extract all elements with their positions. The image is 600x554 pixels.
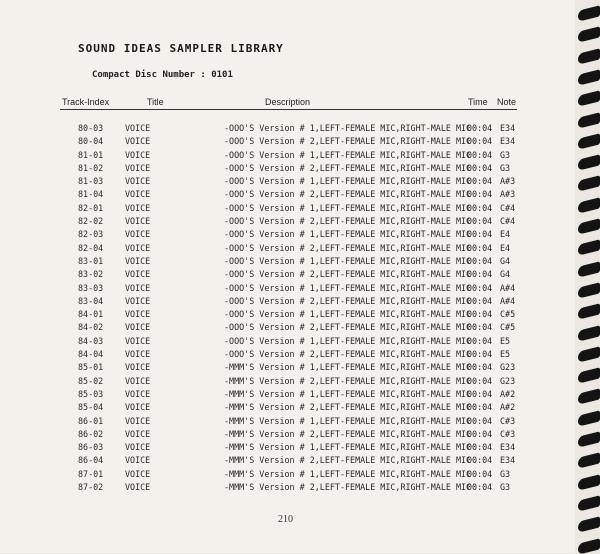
- time-cell: 00:04: [467, 295, 493, 306]
- binding-coil: [578, 218, 600, 234]
- description-cell: -OOO'S Version # 2,LEFT-FEMALE MIC,RIGHT-MALE MIC: [224, 269, 472, 280]
- track-index-cell: 87-02: [78, 482, 104, 493]
- binding-coil: [578, 240, 600, 256]
- note-cell: G4: [500, 255, 511, 266]
- title-cell: VOICE: [125, 202, 151, 213]
- title-cell: VOICE: [125, 362, 151, 373]
- note-cell: G3: [500, 149, 511, 160]
- title-cell: VOICE: [125, 123, 151, 133]
- track-index-cell: 83-02: [78, 269, 104, 280]
- time-cell: 00:04: [467, 402, 493, 413]
- table-row: [0, 388, 575, 401]
- note-cell: E34: [500, 123, 516, 133]
- note-cell: G3: [500, 468, 511, 479]
- track-list: [0, 122, 575, 494]
- track-index-cell: 81-04: [78, 189, 104, 200]
- track-index-cell: 86-04: [78, 455, 104, 466]
- note-cell: E34: [500, 442, 516, 453]
- note-cell: E5: [500, 335, 511, 346]
- binding-coil: [578, 367, 600, 383]
- spiral-binding: [575, 0, 600, 553]
- title-cell: VOICE: [125, 402, 151, 413]
- table-row: [0, 188, 575, 201]
- binding-coil: [578, 90, 600, 106]
- note-cell: C#3: [500, 415, 516, 426]
- time-cell: 00:04: [467, 123, 493, 133]
- disc-number-label: Compact Disc Number : 0101: [92, 70, 233, 80]
- note-cell: A#3: [500, 176, 516, 187]
- title-cell: VOICE: [125, 269, 151, 280]
- note-cell: A#4: [500, 282, 516, 293]
- time-cell: 00:04: [467, 415, 493, 426]
- time-cell: 00:04: [467, 216, 493, 227]
- note-cell: G23: [500, 375, 516, 386]
- binding-coil: [578, 133, 600, 149]
- time-cell: 00:04: [467, 229, 493, 240]
- description-cell: -OOO'S Version # 2,LEFT-FEMALE MIC,RIGHT-MALE MIC: [224, 136, 472, 147]
- column-header-time: Time: [468, 97, 488, 107]
- title-cell: VOICE: [125, 388, 151, 399]
- table-row: [0, 282, 575, 295]
- track-index-cell: 82-04: [78, 242, 104, 253]
- binding-coil: [578, 176, 600, 192]
- table-row: [0, 202, 575, 215]
- note-cell: E4: [500, 229, 511, 240]
- table-row: [0, 122, 575, 135]
- binding-coil: [578, 282, 600, 298]
- track-index-cell: 85-04: [78, 402, 104, 413]
- time-cell: 00:04: [467, 202, 493, 213]
- track-index-cell: 82-01: [78, 202, 104, 213]
- title-cell: VOICE: [125, 242, 151, 253]
- description-cell: -MMM'S Version # 2,LEFT-FEMALE MIC,RIGHT-MALE MIC: [224, 482, 472, 493]
- description-cell: -OOO'S Version # 1,LEFT-FEMALE MIC,RIGHT-MALE MIC: [224, 176, 472, 187]
- title-cell: VOICE: [125, 428, 151, 439]
- description-cell: -OOO'S Version # 1,LEFT-FEMALE MIC,RIGHT-MALE MIC: [224, 335, 472, 346]
- description-cell: -MMM'S Version # 1,LEFT-FEMALE MIC,RIGHT-MALE MIC: [224, 468, 472, 479]
- note-cell: G3: [500, 162, 511, 173]
- title-cell: VOICE: [125, 295, 151, 306]
- description-cell: -MMM'S Version # 2,LEFT-FEMALE MIC,RIGHT-MALE MIC: [224, 428, 472, 439]
- title-cell: VOICE: [125, 322, 151, 333]
- time-cell: 00:04: [467, 242, 493, 253]
- note-cell: A#4: [500, 295, 516, 306]
- table-row: [0, 348, 575, 361]
- table-row: [0, 162, 575, 175]
- track-index-cell: 85-01: [78, 362, 104, 373]
- description-cell: -MMM'S Version # 1,LEFT-FEMALE MIC,RIGHT-MALE MIC: [224, 388, 472, 399]
- track-index-cell: 83-04: [78, 295, 104, 306]
- time-cell: 00:04: [467, 282, 493, 293]
- note-cell: A#3: [500, 189, 516, 200]
- note-cell: E34: [500, 455, 516, 466]
- track-index-cell: 83-03: [78, 282, 104, 293]
- table-row: [0, 175, 575, 188]
- title-cell: VOICE: [125, 482, 151, 493]
- table-row: [0, 255, 575, 268]
- title-cell: VOICE: [125, 335, 151, 346]
- track-index-cell: 87-01: [78, 468, 104, 479]
- note-cell: C#4: [500, 202, 516, 213]
- table-row: [0, 268, 575, 281]
- table-row: [0, 415, 575, 428]
- table-row: [0, 361, 575, 374]
- table-row: [0, 135, 575, 148]
- title-cell: VOICE: [125, 229, 151, 240]
- note-cell: E5: [500, 349, 511, 360]
- note-cell: G3: [500, 482, 511, 493]
- binding-coil: [578, 474, 600, 490]
- binding-coil: [578, 303, 600, 319]
- title-cell: VOICE: [125, 415, 151, 426]
- table-row: [0, 454, 575, 467]
- title-cell: VOICE: [125, 282, 151, 293]
- binding-coil: [578, 325, 600, 341]
- table-row: [0, 215, 575, 228]
- note-cell: C#3: [500, 428, 516, 439]
- description-cell: -OOO'S Version # 2,LEFT-FEMALE MIC,RIGHT-MALE MIC: [224, 295, 472, 306]
- time-cell: 00:04: [467, 162, 493, 173]
- table-row: [0, 228, 575, 241]
- time-cell: 00:04: [467, 442, 493, 453]
- note-cell: E4: [500, 242, 511, 253]
- description-cell: -OOO'S Version # 1,LEFT-FEMALE MIC,RIGHT-MALE MIC: [224, 255, 472, 266]
- track-index-cell: 80-03: [78, 123, 104, 133]
- column-header-note: Note: [497, 97, 517, 107]
- note-cell: G23: [500, 362, 516, 373]
- time-cell: 00:04: [467, 375, 493, 386]
- table-row: [0, 335, 575, 348]
- time-cell: 00:04: [467, 388, 493, 399]
- binding-coil: [578, 5, 600, 21]
- title-cell: VOICE: [125, 136, 151, 147]
- title-cell: VOICE: [125, 442, 151, 453]
- time-cell: 00:04: [467, 455, 493, 466]
- track-index-cell: 84-03: [78, 335, 104, 346]
- time-cell: 00:04: [467, 149, 493, 160]
- binding-coil: [578, 453, 600, 469]
- note-cell: C#5: [500, 322, 516, 333]
- note-cell: A#2: [500, 388, 516, 399]
- description-cell: -MMM'S Version # 2,LEFT-FEMALE MIC,RIGHT-MALE MIC: [224, 375, 472, 386]
- binding-coil: [578, 261, 600, 277]
- description-cell: -OOO'S Version # 2,LEFT-FEMALE MIC,RIGHT-MALE MIC: [224, 162, 472, 173]
- track-index-cell: 83-01: [78, 255, 104, 266]
- table-row: [0, 242, 575, 255]
- binding-coil: [578, 154, 600, 170]
- description-cell: -OOO'S Version # 1,LEFT-FEMALE MIC,RIGHT-MALE MIC: [224, 202, 472, 213]
- time-cell: 00:04: [467, 189, 493, 200]
- track-index-cell: 82-02: [78, 216, 104, 227]
- description-cell: -OOO'S Version # 1,LEFT-FEMALE MIC,RIGHT-MALE MIC: [224, 282, 472, 293]
- title-cell: VOICE: [125, 455, 151, 466]
- binding-coil: [578, 197, 600, 213]
- title-cell: VOICE: [125, 176, 151, 187]
- table-row: [0, 468, 575, 481]
- note-cell: G4: [500, 269, 511, 280]
- time-cell: 00:04: [467, 362, 493, 373]
- track-index-cell: 80-04: [78, 136, 104, 147]
- binding-coil: [578, 538, 600, 554]
- note-cell: A#2: [500, 402, 516, 413]
- time-cell: 00:04: [467, 349, 493, 360]
- description-cell: -OOO'S Version # 2,LEFT-FEMALE MIC,RIGHT-MALE MIC: [224, 349, 472, 360]
- title-cell: VOICE: [125, 375, 151, 386]
- description-cell: -OOO'S Version # 1,LEFT-FEMALE MIC,RIGHT-MALE MIC: [224, 149, 472, 160]
- time-cell: 00:04: [467, 335, 493, 346]
- track-index-cell: 84-01: [78, 309, 104, 320]
- column-header-description: Description: [265, 97, 311, 107]
- title-cell: VOICE: [125, 149, 151, 160]
- title-cell: VOICE: [125, 468, 151, 479]
- table-row: [0, 321, 575, 334]
- track-index-cell: 84-04: [78, 349, 104, 360]
- description-cell: -MMM'S Version # 2,LEFT-FEMALE MIC,RIGHT-MALE MIC: [224, 402, 472, 413]
- binding-coil: [578, 27, 600, 43]
- description-cell: -OOO'S Version # 2,LEFT-FEMALE MIC,RIGHT-MALE MIC: [224, 242, 472, 253]
- title-cell: VOICE: [125, 309, 151, 320]
- binding-coil: [578, 389, 600, 405]
- time-cell: 00:04: [467, 309, 493, 320]
- column-header-title: Title: [147, 97, 164, 107]
- time-cell: 00:04: [467, 269, 493, 280]
- binding-coil: [578, 112, 600, 128]
- time-cell: 00:04: [467, 468, 493, 479]
- title-cell: VOICE: [125, 255, 151, 266]
- table-row: [0, 375, 575, 388]
- description-cell: -MMM'S Version # 1,LEFT-FEMALE MIC,RIGHT-MALE MIC: [224, 442, 472, 453]
- track-index-cell: 84-02: [78, 322, 104, 333]
- table-row: [0, 428, 575, 441]
- time-cell: 00:04: [467, 136, 493, 147]
- binding-coil: [578, 346, 600, 362]
- description-cell: -OOO'S Version # 2,LEFT-FEMALE MIC,RIGHT-MALE MIC: [224, 216, 472, 227]
- track-index-cell: 86-03: [78, 442, 104, 453]
- page-number: 210: [278, 514, 293, 525]
- track-index-cell: 82-03: [78, 229, 104, 240]
- note-cell: E34: [500, 136, 516, 147]
- time-cell: 00:04: [467, 428, 493, 439]
- track-index-cell: 86-01: [78, 415, 104, 426]
- track-index-cell: 81-03: [78, 176, 104, 187]
- title-cell: VOICE: [125, 216, 151, 227]
- page-title: SOUND IDEAS SAMPLER LIBRARY: [78, 42, 284, 55]
- time-cell: 00:04: [467, 176, 493, 187]
- binding-coil: [578, 69, 600, 85]
- binding-coil: [578, 516, 600, 532]
- track-index-cell: 85-03: [78, 388, 104, 399]
- description-cell: -MMM'S Version # 2,LEFT-FEMALE MIC,RIGHT-MALE MIC: [224, 455, 472, 466]
- description-cell: -MMM'S Version # 1,LEFT-FEMALE MIC,RIGHT-MALE MIC: [224, 415, 472, 426]
- track-index-cell: 81-01: [78, 149, 104, 160]
- table-row: [0, 481, 575, 494]
- description-cell: -OOO'S Version # 1,LEFT-FEMALE MIC,RIGHT-MALE MIC: [224, 309, 472, 320]
- table-row: [0, 295, 575, 308]
- table-row: [0, 401, 575, 414]
- binding-coil: [578, 410, 600, 426]
- description-cell: -OOO'S Version # 1,LEFT-FEMALE MIC,RIGHT-MALE MIC: [224, 123, 472, 133]
- track-index-cell: 81-02: [78, 162, 104, 173]
- track-index-cell: 85-02: [78, 375, 104, 386]
- table-row: [0, 441, 575, 454]
- description-cell: -MMM'S Version # 1,LEFT-FEMALE MIC,RIGHT-MALE MIC: [224, 362, 472, 373]
- note-cell: C#5: [500, 309, 516, 320]
- time-cell: 00:04: [467, 482, 493, 493]
- table-row: [0, 149, 575, 162]
- binding-coil: [578, 431, 600, 447]
- title-cell: VOICE: [125, 189, 151, 200]
- binding-coil: [578, 48, 600, 64]
- description-cell: -OOO'S Version # 2,LEFT-FEMALE MIC,RIGHT-MALE MIC: [224, 189, 472, 200]
- title-cell: VOICE: [125, 162, 151, 173]
- description-cell: -OOO'S Version # 1,LEFT-FEMALE MIC,RIGHT-MALE MIC: [224, 229, 472, 240]
- table-row: [0, 308, 575, 321]
- note-cell: C#4: [500, 216, 516, 227]
- track-index-cell: 86-02: [78, 428, 104, 439]
- description-cell: -OOO'S Version # 2,LEFT-FEMALE MIC,RIGHT-MALE MIC: [224, 322, 472, 333]
- time-cell: 00:04: [467, 322, 493, 333]
- binding-coil: [578, 495, 600, 511]
- time-cell: 00:04: [467, 255, 493, 266]
- title-cell: VOICE: [125, 349, 151, 360]
- header-rule: [60, 109, 517, 110]
- column-header-track: Track-Index: [62, 97, 110, 107]
